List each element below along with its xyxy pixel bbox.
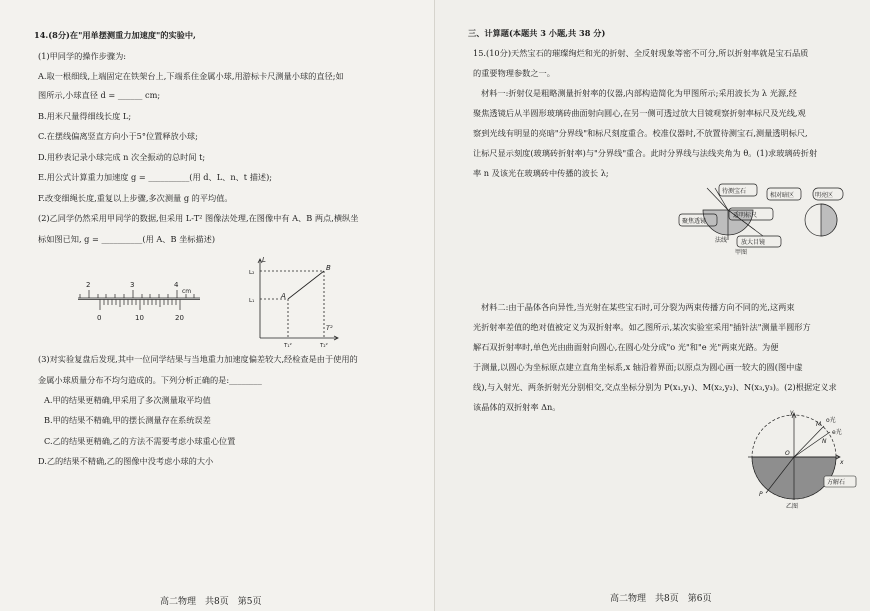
fig2-calcite-label: 方解石: [827, 479, 846, 486]
caliper-main-label-3: 3: [130, 281, 135, 289]
q14-option-b: B.甲的结果不精确,甲的摆长测量存在系统误差: [44, 415, 211, 425]
caliper-unit: cm: [182, 288, 192, 295]
vernier-caliper-figure: [70, 276, 210, 328]
graph-y-tick-l1: L₁: [249, 298, 255, 304]
material2-line3: 解石双折射率时,单色光由曲面射向圆心,在圆心处分成"o 光"和"e 光"两束光路。为便: [473, 342, 779, 352]
q14-part3-line1: (3)对实验复盘后发现,其中一位同学结果与当地重力加速度偏差较大,经检查是由于使用的: [38, 354, 358, 364]
fig1-caption: 甲图: [735, 249, 748, 256]
q14-part2-line1: (2)乙同学仍然采用甲同学的数据,但采用 L-T² 图像法处理,在图像中有 A、B 两点,横纵坐: [38, 213, 359, 223]
material2-line5: 线),与入射光、两条折射光分别相交,交点坐标分别为 P(x₁,y₁)、M(x₂,y₂)、N(x₃,y₃)。(2)根据定义求: [473, 382, 837, 392]
q14-part1: (1)甲同学的操作步骤为:: [38, 51, 127, 61]
graph-y-axis-label: L: [262, 256, 266, 264]
fig2-o-light-label: o光: [826, 417, 836, 424]
q15-line2: 的重要物理参数之一。: [473, 68, 555, 78]
graph-point-b: B: [326, 264, 331, 272]
calcite-coordinate-figure: [740, 408, 860, 510]
q14-part3-line2: 金属小球质量分布不均匀造成的。下列分析正确的是:________: [38, 375, 262, 385]
graph-point-a: A: [281, 292, 286, 300]
fig1-label-eyepiece: 放大目镜: [741, 239, 766, 246]
fig1-label-bright-zone: 明亮区: [815, 192, 834, 199]
material2-line6: 该晶体的双折射率 Δn。: [473, 402, 561, 412]
material2-line1: 材料二:由于晶体各向异性,当光射在某些宝石时,可分裂为两束传播方向不同的光,这两束: [481, 302, 795, 312]
graph-x-axis-label: T²: [326, 324, 333, 332]
fig2-axis-y: y: [790, 409, 794, 416]
material1-line1: 材料一:折射仪是粗略测量折射率的仪器,内部构造简化为甲图所示;采用波长为 λ 光源,经: [481, 88, 797, 98]
material1-line2: 聚焦透镜后从半圆形玻璃砖曲面射向圆心,在另一侧可透过放大目镜观察折射率标尺及光线,观: [473, 108, 806, 118]
q14-stepB: B.用米尺量得细线长度 L;: [38, 111, 132, 121]
fig1-label-gem: 待测宝石: [722, 188, 747, 195]
fig2-caption: 乙图: [786, 503, 799, 510]
left-page-footer: 高二物理 共8页 第5页: [160, 597, 262, 607]
q15-line1: 15.(10分)天然宝石的璀璨绚烂和光的折射、全反射现象等密不可分,所以折射率就是宝石品质: [473, 48, 809, 58]
fig1-label-relatively-dark: 相对暗区: [770, 192, 795, 199]
section-heading: 三、计算题(本题共 3 小题,共 38 分): [468, 28, 606, 38]
q14-option-d: D.乙的结果不精确,乙的图像中没考虑小球的大小: [38, 456, 214, 466]
caliper-vernier-label-0: 0: [97, 314, 102, 322]
fig1-label-normal: 法线: [715, 237, 728, 244]
q14-title: 14.(8分)在"用单摆测重力加速度"的实验中,: [34, 30, 196, 40]
fig2-point-p: P: [759, 491, 763, 498]
fig2-origin: O: [785, 450, 790, 457]
material1-line3: 察到光线有明显的亮暗"分界线"和标尺刻度重合。校准仪器时,不放置待测宝石,测量透明标尺,: [473, 128, 808, 138]
material1-line5: 率 n 及该光在玻璃砖中传播的波长 λ;: [473, 168, 609, 178]
fig2-axis-x: x: [840, 459, 844, 466]
q14-stepD: D.用秒表记录小球完成 n 次全振动的总时间 t;: [38, 152, 206, 162]
q14-stepE: E.用公式计算重力加速度 g = __________(用 d、L、n、t 描述);: [38, 172, 273, 182]
q14-part2-line2: 标如图已知, g = __________(用 A、B 坐标描述): [38, 234, 216, 244]
material1-line4: 让标尺显示刻度(玻璃砖折射率)与"分界线"重合。此时分界线与法线夹角为 θ。(1)求玻璃砖折射: [473, 148, 818, 158]
right-page: [435, 0, 870, 611]
graph-y-tick-l2: L₂: [249, 270, 255, 276]
q14-stepC: C.在摆线偏离竖直方向小于5°位置释放小球;: [38, 131, 198, 141]
right-page-footer: 高二物理 共8页 第6页: [610, 594, 712, 604]
refractometer-figure: [645, 178, 845, 258]
q14-option-c: C.乙的结果更精确,乙的方法不需要考虑小球重心位置: [44, 436, 236, 446]
caliper-main-label-4: 4: [174, 281, 179, 289]
q14-stepA-line1: A.取一根细线,上端固定在铁架台上,下端系住金属小球,用游标卡尺测量小球的直径;如: [38, 71, 344, 81]
material2-line2: 光折射率差值的绝对值被定义为双折射率。如乙图所示,某次实验室采用"插针法"测量半圆形方: [473, 322, 811, 332]
caliper-vernier-label-10: 10: [135, 314, 144, 322]
material2-line4: 于测量,以圆心为坐标原点建立直角坐标系,x 轴沿着界面;以原点为圆心画一较大的圆(图中虚: [473, 362, 803, 372]
caliper-main-label-2: 2: [86, 281, 91, 289]
fig2-e-light-label: e光: [832, 429, 842, 436]
q14-option-a: A.甲的结果更精确,甲采用了多次测量取平均值: [44, 395, 211, 405]
fig1-label-scale: 透明标尺: [733, 212, 758, 219]
q14-stepF: F.改变细绳长度,重复以上步骤,多次测量 g 的平均值。: [38, 193, 233, 203]
graph-x-tick-t2: T₂²: [320, 343, 328, 349]
fig1-label-focus-lens: 聚焦透镜: [682, 218, 707, 225]
q14-stepA-line2: 图所示,小球直径 d = ______ cm;: [38, 90, 161, 100]
fig2-point-n: N: [822, 438, 827, 445]
l-t2-graph: [248, 254, 344, 350]
graph-x-tick-t1: T₁²: [284, 343, 292, 349]
fig2-point-m: M: [816, 421, 822, 428]
caliper-vernier-label-20: 20: [175, 314, 184, 322]
